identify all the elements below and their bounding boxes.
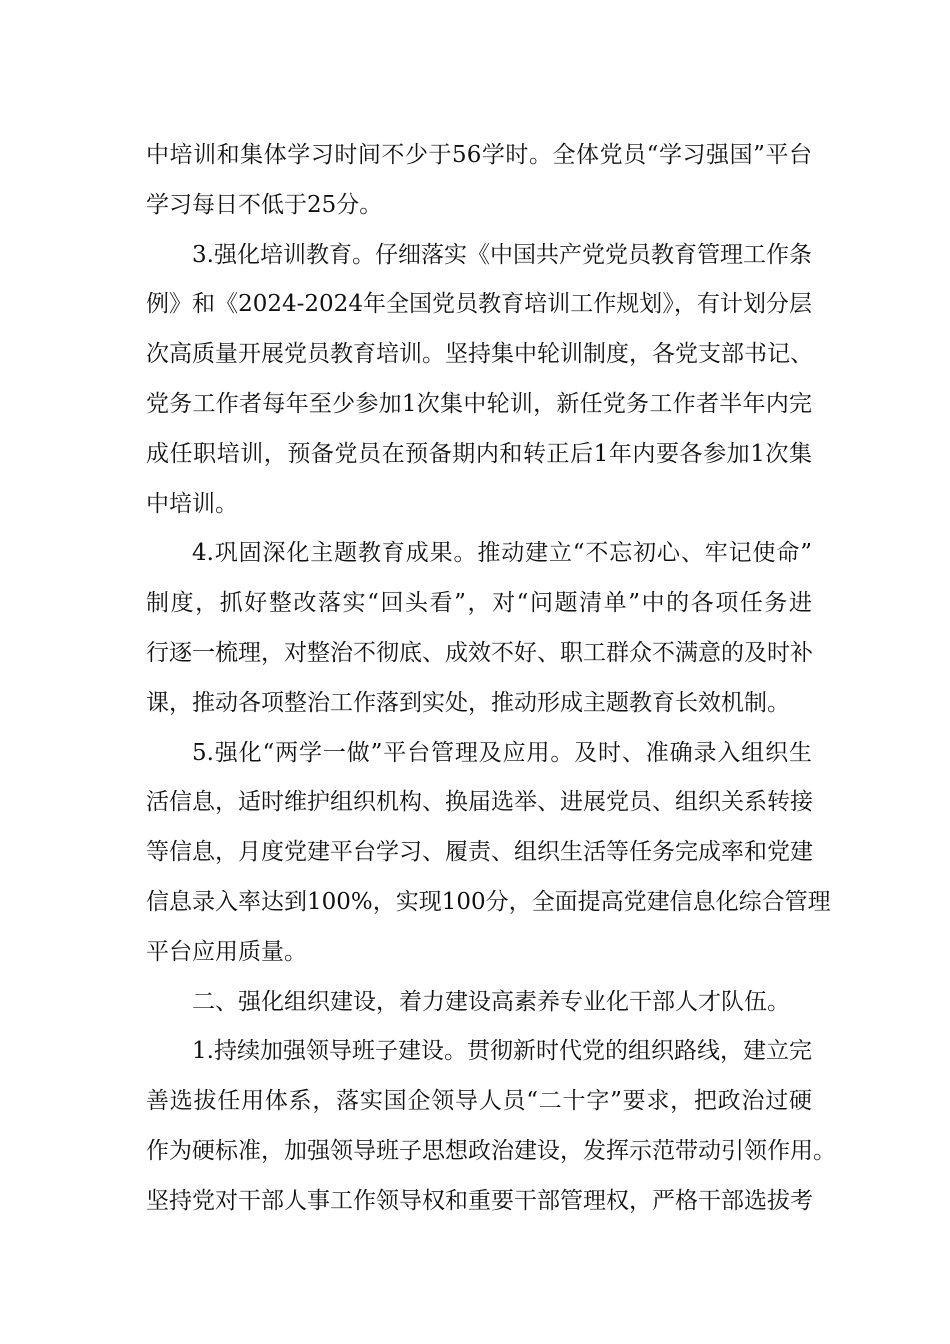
text-line: 二、强化组织建设，着力建设高素养专业化干部人才队伍。 <box>192 988 790 1015</box>
text-line: 5.强化“两学一做”平台管理及应用。及时、准确录入组织生 <box>192 739 812 766</box>
text-line: 活信息，适时维护组织机构、换届选举、进展党员、组织关系转接 <box>146 789 813 816</box>
text-line: 中培训。 <box>146 490 238 517</box>
text-line: 制度，抓好整改落实“回头看”，对“问题清单”中的各项任务进 <box>146 590 812 617</box>
text-line: 作为硬标准，加强领导班子思想政治建设，发挥示范带动引领作用。 <box>146 1137 836 1164</box>
text-line: 成任职培训，预备党员在预备期内和转正后1年内要各参加1次集 <box>146 440 812 467</box>
text-line: 课，推动各项整治工作落到实处，推动形成主题教育长效机制。 <box>146 689 790 716</box>
text-line: 信息录入率达到100%，实现100分，全面提高党建信息化综合管理 <box>146 888 831 915</box>
text-line: 行逐一梳理，对整治不彻底、成效不好、职工群众不满意的及时补 <box>146 639 813 666</box>
text-line: 3.强化培训教育。仔细落实《中国共产党党员教育管理工作条 <box>192 241 812 268</box>
text-line: 平台应用质量。 <box>146 938 307 965</box>
text-line: 学习每日不低于25分。 <box>146 191 383 218</box>
text-line: 党务工作者每年至少参加1次集中轮训，新任党务工作者半年内完 <box>146 390 812 417</box>
text-line: 1.持续加强领导班子建设。贯彻新时代党的组织路线，建立完 <box>192 1038 812 1065</box>
text-line: 等信息，月度党建平台学习、履责、组织生活等任务完成率和党建 <box>146 839 813 866</box>
text-line: 善选拔任用体系，落实国企领导人员“二十字”要求，把政治过硬 <box>146 1088 812 1115</box>
text-line: 例》和《2024-2024年全国党员教育培训工作规划》，有计划分层 <box>146 291 812 318</box>
document-body <box>146 131 836 1227</box>
text-line: 中培训和集体学习时间不少于56学时。全体党员“学习强国”平台 <box>146 142 812 168</box>
text-line: 次高质量开展党员教育培训。坚持集中轮训制度，各党支部书记、 <box>146 341 813 368</box>
text-line: 4.巩固深化主题教育成果。推动建立“不忘初心、牢记使命” <box>192 540 812 567</box>
text-line: 坚持党对干部人事工作领导权和重要干部管理权，严格干部选拔考 <box>146 1187 813 1214</box>
